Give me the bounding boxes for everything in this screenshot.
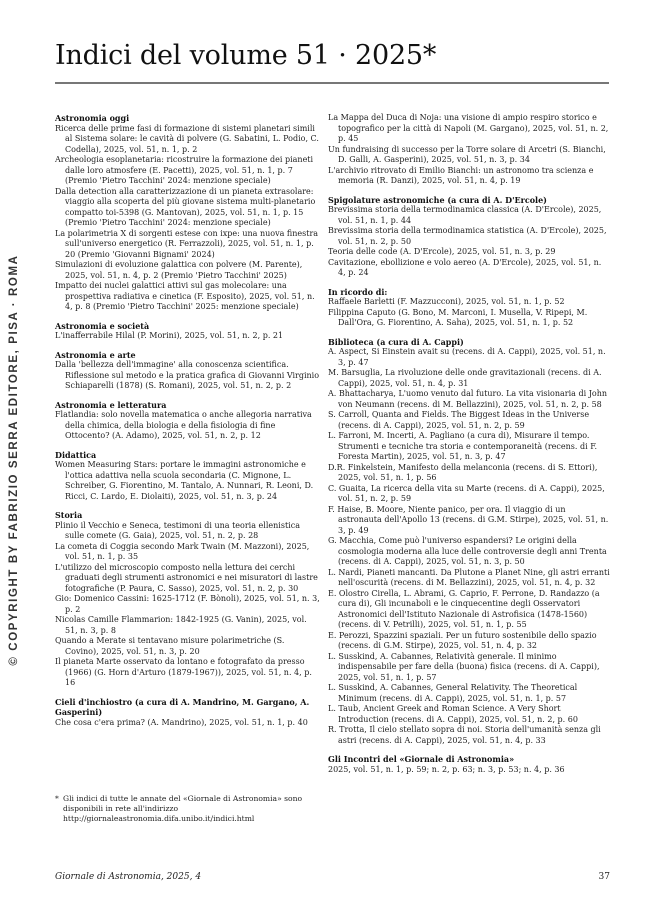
footnote-text: Gli indici di tutte le annate del «Giornale di Astronomia» sono disponibili in rete all'indirizzo http://giornaleastronomia.difa.unibo.it/indici.html [63, 794, 303, 823]
index-entry: M. Barsuglia, La rivoluzione delle onde gravitazionali (recens. di A. Cappi), 2025, vol. 51, n. 4, p. 31 [328, 368, 602, 388]
section-title: In ricordo di: [328, 286, 388, 297]
section-title: Gli Incontri del «Giornale di Astronomia» [328, 754, 515, 764]
index-entry: Quando a Merate si tentavano misure polarimetriche (S. Covino), 2025, vol. 51, n. 3, p. 20 [55, 636, 285, 656]
index-entry: Impatto dei nuclei galattici attivi sul gas molecolare: una prospettiva radiativa e cinetica (F. Esposito), 2025, vol. 51, n. 4, p. 8 (Premio 'Pietro Tacchini' 2025: menzione speciale) [55, 281, 315, 311]
index-entry: L. Farroni, M. Incerti, A. Pagliano (a cura di), Misurare il tempo. Strumenti e tecniche tra storia e contemporaneità (recens. di F. Foresta Martin), 2025, vol. 51, n. 3, p. 47 [328, 431, 598, 461]
index-entry: Archeologia esoplanetaria: ricostruire la formazione dei pianeti dalle loro atmosfere (E. Pacetti), 2025, vol. 51, n. 1, p. 7 (Premio 'Pietro Tacchini' 2024: menzione speciale) [55, 155, 314, 185]
index-entry: Che cosa c'era prima? (A. Mandrino), 2025, vol. 51, n. 1, p. 40 [55, 717, 308, 727]
index-entry: E. Olostro Cirella, L. Abrami, G. Caprio, F. Perrone, D. Randazzo (a cura di), Gli incunaboli e le cinquecentine degli Osservatori Astronomici dell'Istituto Nazionale di Astrofisica (1478-1560) (recens. di V. Petrilli), 2025, vol. 51, n. 1, p. 55 [328, 588, 600, 629]
index-entry: Brevissima storia della termodinamica statistica (A. D'Ercole), 2025, vol. 51, n. 2, p. 50 [328, 226, 607, 246]
index-entry: Women Measuring Stars: portare le immagini astronomiche e l'ottica adattiva nella scuola secondaria (C. Mignone, L. Schreiber, G. Fiorentino, M. Tantalo, A. Nunnari, R. Leoni, D. Ricci, C. Lardo, E. Diolaiti), 2025, vol. 51, n. 3, p. 24 [55, 460, 314, 501]
index-entry: A. Aspect, Si Einstein avait su (recens. di A. Cappi), 2025, vol. 51, n. 3, p. 47 [328, 347, 606, 367]
section [55, 510, 320, 689]
section-title: Cieli d'inchiostro (a cura di A. Mandrino, M. Gargano, A. Gasperini) [55, 696, 310, 717]
section [328, 287, 610, 329]
section [55, 113, 320, 313]
title-rule [55, 82, 609, 84]
index-entry: Brevissima storia della termodinamica classica (A. D'Ercole), 2025, vol. 51, n. 1, p. 44 [328, 205, 602, 225]
copyright-text: © COPYRIGHT BY FABRIZIO SERRA EDITORE, PISA · ROMA [8, 254, 20, 666]
index-entry: F. Haise, B. Moore, Niente panico, per ora. Il viaggio di un astronauta dell'Apollo 13 (recens. di G.M. Stirpe), 2025, vol. 51, n. 3, p. 49 [328, 504, 609, 535]
section-title: Didattica [55, 449, 97, 460]
section [55, 400, 320, 442]
index-entry: La Mappa del Duca di Noja: una visione di ampio respiro storico e topografico per la città di Napoli (M. Gargano), 2025, vol. 51, n. 2, p. 45 [328, 113, 609, 143]
index-entry: La polarimetria X di sorgenti estese con ixpe: una nuova finestra sull'universo energetico (R. Ferrazzoli), 2025, vol. 51, n. 1, p. 20 (Premio 'Giovanni Bignami' 2024) [55, 228, 319, 259]
index-entry: E. Perozzi, Spazzini spaziali. Per un futuro sostenibile dello spazio (recens. di G.M. Stirpe), 2025, vol. 51, n. 4, p. 32 [328, 630, 597, 650]
footnote-marker: * [55, 794, 59, 803]
index-entry: 2025, vol. 51, n. 1, p. 59; n. 2, p. 63; n. 3, p. 53; n. 4, p. 36 [328, 764, 565, 774]
index-entry: Teoria delle code (A. D'Ercole), 2025, vol. 51, n. 3, p. 29 [328, 247, 556, 256]
index-entry: A. Bhattacharya, L'uomo venuto dal futuro. La vita visionaria di John von Neumann (recens. di M. Bellazzini), 2025, vol. 51, n. 2, p. 58 [328, 389, 608, 409]
section [328, 337, 610, 747]
index-entry: G. Macchia, Come può l'universo espandersi? Le origini della cosmologia moderna alla luce delle controversie degli anni Trenta (recens. di A. Cappi), 2025, vol. 51, n. 3, p. 50 [328, 536, 607, 566]
footnote [55, 794, 321, 824]
section [328, 754, 610, 775]
section-title: Spigolature astronomiche (a cura di A. D'Ercole) [328, 194, 547, 205]
copyright-sidebar [4, 250, 24, 670]
index-entry: Plinio il Vecchio e Seneca, testimoni di una teoria ellenistica sulle comete (G. Gaia), 2025, vol. 51, n. 2, p. 28 [55, 520, 300, 540]
index-entry: Flatlandia: solo novella matematica o anche allegoria narrativa della chimica, della biologia e della fisiologia di fine Ottocento? (A. Adamo), 2025, vol. 51, n. 2, p. 12 [55, 410, 312, 440]
index-entry: L'inafferrabile Hilal (P. Morini), 2025, vol. 51, n. 2, p. 21 [55, 331, 284, 340]
index-entry: Raffaele Barletti (F. Mazzucconi), 2025, vol. 51, n. 1, p. 52 [328, 297, 565, 306]
index-entry: D.R. Finkelstein, Manifesto della melanconia (recens. di S. Ettori), 2025, vol. 51, n. 1, p. 56 [328, 462, 598, 482]
index-entry: Cavitazione, ebollizione e volo aereo (A. D'Ercole), 2025, vol. 51, n. 4, p. 24 [328, 257, 602, 277]
left-column [55, 113, 320, 736]
index-entry: Ricerca delle prime fasi di formazione di sistemi planetari simili al Sistema solare: le cavità di polvere (G. Sabatini, L. Podio, C. Codella), 2025, vol. 51, n. 1, p. 2 [55, 123, 319, 154]
index-entry: L'archivio ritrovato di Emilio Bianchi: un astronomo tra scienza e memoria (R. Danzi), 2025, vol. 51, n. 4, p. 19 [328, 165, 594, 185]
index-entry: L. Susskind, A. Cabannes, Relatività generale. Il minimo indispensabile per fare della (buona) fisica (recens. di A. Cappi), 2025, vol. 51, n. 1, p. 57 [328, 651, 600, 682]
section [55, 697, 320, 729]
section-continued [328, 113, 610, 187]
section [328, 195, 610, 279]
index-entry: L'utilizzo del microscopio composto nella lettura dei cerchi graduati degli strumenti astronomici e nei misuratori di lastre fotografiche (P. Paura, C. Sasso), 2025, vol. 51, n. 2, p. 30 [55, 562, 318, 593]
section [55, 350, 320, 392]
page-number: 37 [598, 872, 610, 882]
right-column [328, 113, 610, 783]
index-entry: Gio: Domenico Cassini: 1625-1712 (F. Bònoli), 2025, vol. 51, n. 3, p. 2 [55, 594, 320, 614]
index-entry: Filippina Caputo (G. Bono, M. Marconi, I. Musella, V. Ripepi, M. Dall'Ora, G. Fiorentino, A. Saha), 2025, vol. 51, n. 1, p. 52 [328, 307, 588, 327]
page-title: Indici del volume 51 · 2025* [55, 40, 437, 71]
index-entry: L. Taub, Ancient Greek and Roman Science. A Very Short Introduction (recens. di A. Cappi), 2025, vol. 51, n. 2, p. 60 [328, 704, 578, 724]
index-entry: Dalla 'bellezza dell'immagine' alla conoscenza scientifica. Riflessione sul metodo e la pratica grafica di Giovanni Virginio Schiaparelli (1878) (S. Romani), 2025, vol. 51, n. 2, p. 2 [55, 360, 320, 390]
index-entry: Il pianeta Marte osservato da lontano e fotografato da presso (1966) (G. Horn d'Arturo (1879-1967)), 2025, vol. 51, n. 4, p. 16 [55, 657, 312, 687]
section-title: Astronomia e arte [55, 349, 136, 360]
index-entry: C. Guaita, La ricerca della vita su Marte (recens. di A. Cappi), 2025, vol. 51, n. 2, p. 59 [328, 483, 605, 503]
index-entry: Nicolas Camille Flammarion: 1842-1925 (G. Vanin), 2025, vol. 51, n. 3, p. 8 [55, 615, 307, 635]
section-title: Storia [55, 510, 83, 520]
section [55, 450, 320, 503]
section-title: Astronomia e società [55, 320, 150, 331]
section-title: Astronomia e letteratura [55, 399, 167, 410]
index-entry: La cometa di Coggia secondo Mark Twain (M. Mazzoni), 2025, vol. 51, n. 1, p. 35 [55, 541, 310, 561]
index-entry: L. Nardi, Pianeti mancanti. Da Plutone a Planet Nine, gli astri erranti nell'oscurità (recens. di M. Bellazzini), 2025, vol. 51, n. 4, p. 32 [328, 567, 610, 587]
index-entry: Un fundraising di successo per la Torre solare di Arcetri (S. Bianchi, D. Galli, A. Gasperini), 2025, vol. 51, n. 3, p. 34 [328, 144, 606, 164]
section-title: Biblioteca (a cura di A. Cappi) [328, 336, 464, 347]
index-entry: L. Susskind, A. Cabannes, General Relativity. The Theoretical Minimum (recens. di A. Cappi), 2025, vol. 51, n. 1, p. 57 [328, 683, 578, 703]
index-entry: Dalla detection alla caratterizzazione di un pianeta extrasolare: viaggio alla scoperta del più giovane sistema multi-planetario compatto toi-5398 (G. Mantovan), 2025, vol. 51, n. 1, p. 15 (Premio 'Pietro Tacchini' 2024: menzione speciale) [55, 186, 316, 227]
section [55, 321, 320, 342]
index-entry: S. Carroll, Quanta and Fields. The Biggest Ideas in the Universe (recens. di A. Cappi), 2025, vol. 51, n. 2, p. 59 [328, 410, 590, 430]
journal-footer: Giornale di Astronomia, 2025, 4 [55, 872, 202, 882]
section-title: Astronomia oggi [55, 113, 130, 123]
index-entry: R. Trotta, Il cielo stellato sopra di noi. Storia dell'umanità senza gli astri (recens. di A. Cappi), 2025, vol. 51, n. 4, p. 33 [328, 725, 601, 745]
index-entry: Simulazioni di evoluzione galattica con polvere (M. Parente), 2025, vol. 51, n. 4, p. 2 (Premio 'Pietro Tacchini' 2025) [55, 260, 303, 280]
